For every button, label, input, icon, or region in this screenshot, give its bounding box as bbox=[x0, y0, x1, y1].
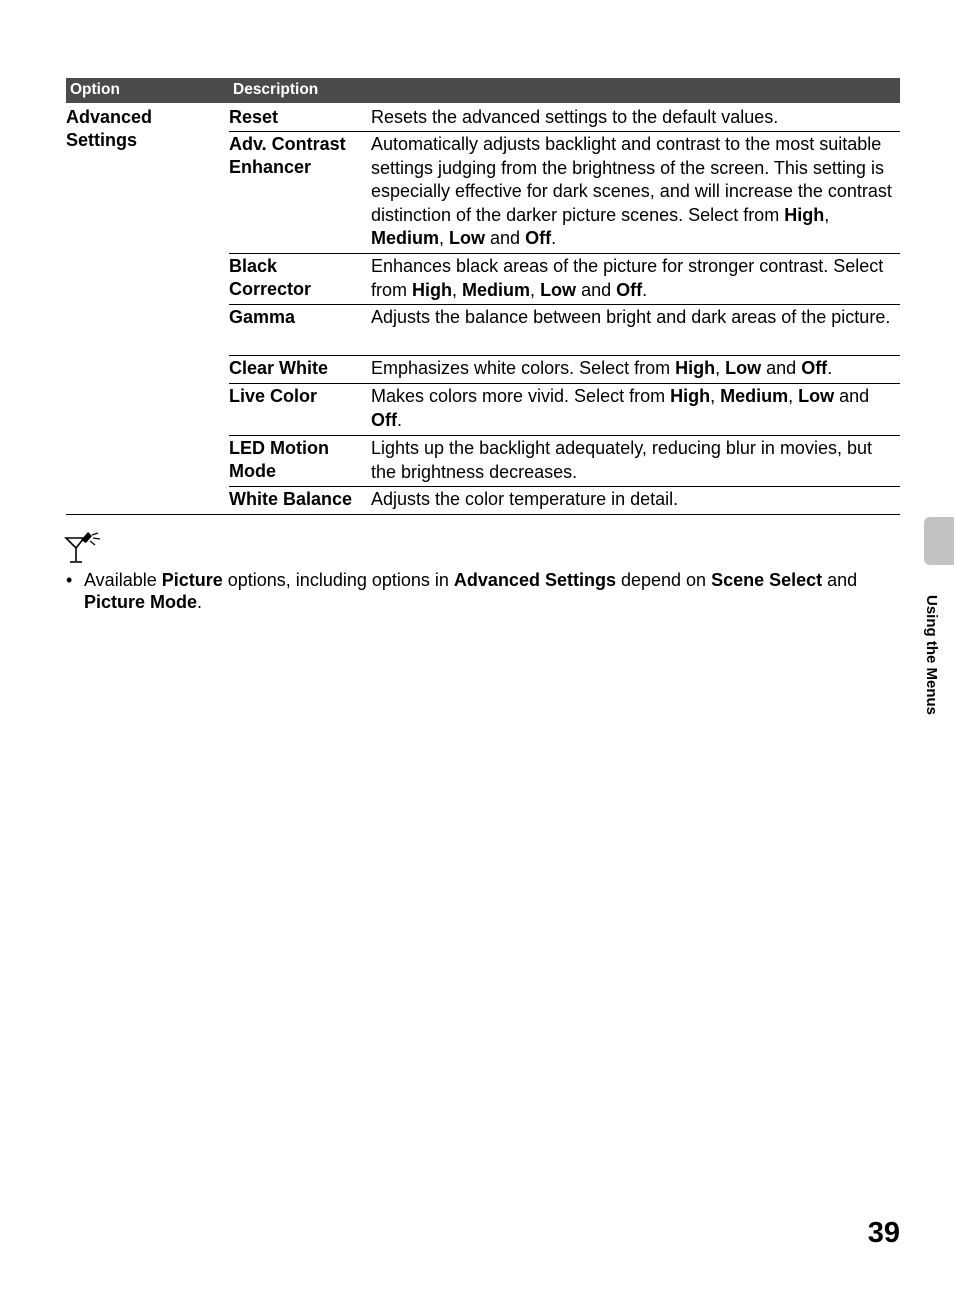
header-description: Description bbox=[233, 81, 319, 98]
side-tab-label: Using the Menus bbox=[923, 594, 940, 715]
table-bottom-rule bbox=[66, 514, 900, 515]
row-divider bbox=[229, 486, 900, 487]
row-name: Adv. Contrast Enhancer bbox=[229, 134, 346, 177]
header-option: Option bbox=[70, 81, 120, 98]
row-name: Black Corrector bbox=[229, 256, 312, 299]
row-desc: Emphasizes white colors. Select from High, Low and Off. bbox=[371, 358, 833, 378]
note-text: Available Picture options, including options in Advanced Settings depend on Scene Select and Picture Mode. bbox=[84, 570, 858, 612]
page-number: 39 bbox=[867, 1217, 900, 1249]
row-name: Gamma bbox=[229, 307, 296, 327]
row-desc: Lights up the backlight adequately, reducing blur in movies, but the brightness decreases. bbox=[371, 438, 872, 482]
row-desc: Makes colors more vivid. Select from High, Medium, Low and Off. bbox=[371, 386, 870, 430]
side-tab bbox=[924, 517, 954, 565]
row-name: White Balance bbox=[229, 489, 353, 509]
row-divider bbox=[229, 355, 900, 356]
table-header bbox=[66, 78, 900, 103]
row-name: Reset bbox=[229, 107, 279, 127]
row-divider bbox=[229, 383, 900, 384]
row-desc: Adjusts the balance between bright and dark areas of the picture. bbox=[371, 307, 891, 327]
row-divider bbox=[229, 435, 900, 436]
row-divider bbox=[229, 304, 900, 305]
row-desc: Adjusts the color temperature in detail. bbox=[371, 489, 679, 509]
row-name: Live Color bbox=[229, 386, 318, 406]
bullet-dot: • bbox=[66, 570, 73, 590]
row-name: Clear White bbox=[229, 358, 329, 378]
row-desc: Enhances black areas of the picture for stronger contrast. Select from High, Medium, Low and Off. bbox=[371, 256, 884, 300]
row-name: LED Motion Mode bbox=[229, 438, 329, 481]
option-label: Advanced Settings bbox=[66, 107, 153, 150]
row-desc: Automatically adjusts backlight and contrast to the most suitable settings judging from the brightness of the screen. This setting is especially effective for dark scenes, and will increase the contrast distinction of the darker picture scenes. Select from High, Medium, Low and Off. bbox=[371, 134, 892, 248]
row-divider bbox=[229, 253, 900, 254]
hint-lamp-icon bbox=[64, 530, 104, 566]
row-desc: Resets the advanced settings to the default values. bbox=[371, 107, 779, 127]
row-divider bbox=[229, 131, 900, 132]
